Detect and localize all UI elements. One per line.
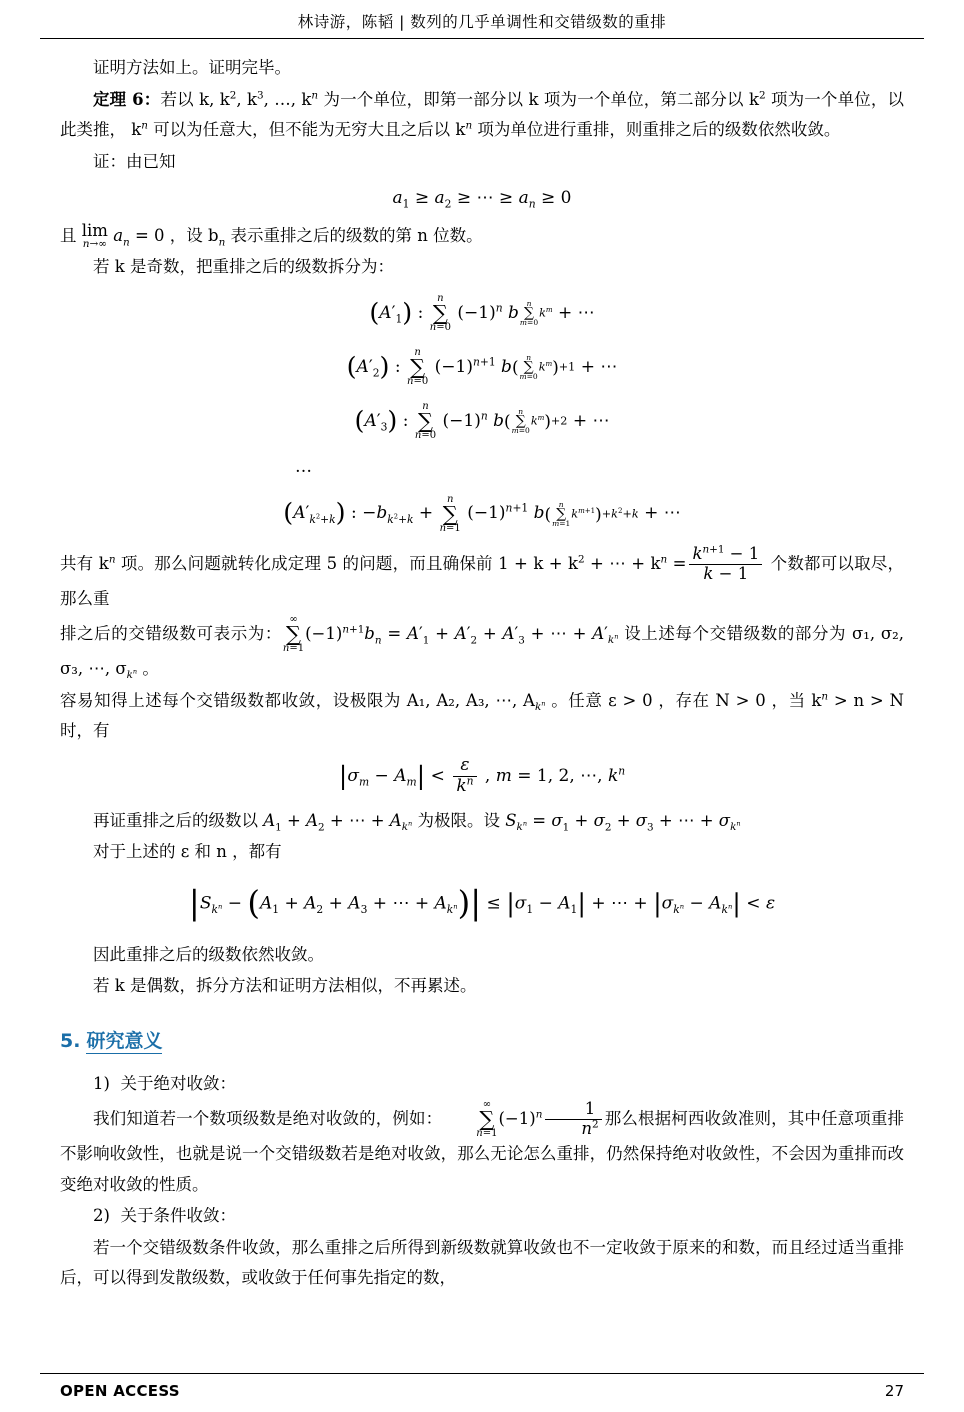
item2-label: 2) bbox=[93, 1206, 110, 1226]
paragraph-conclusion: 因此重排之后的级数依然收敛。 bbox=[93, 944, 324, 964]
equation-final-bound: $|S_{k^n} - (A_1 + A_2 + A_3$ + ⋯ + $A_{k^n})| \le |\sigma_1 - A_1|$ + ⋯ + $|\sigma_{k^n} - A_{k^n}| < \varepsilon$ bbox=[188, 883, 776, 922]
equation-ellipsis: … bbox=[295, 457, 312, 478]
sum-operator-abs: ∞ ∑ n=1 bbox=[476, 1099, 498, 1140]
theorem-text-1: 若以 k, k bbox=[160, 89, 230, 109]
exp-n-c: n bbox=[465, 119, 473, 132]
equation-A2: $(A'_2)$ : n ∑ n=0 $(-1)^{n+1}$ b( n ∑ m=0 $k^m)+1$ + ⋯ bbox=[346, 346, 618, 387]
paragraph-odd-k: 若 k 是奇数，把重排之后的级数拆分为： bbox=[93, 257, 394, 277]
paragraph-item2-title bbox=[60, 1201, 904, 1232]
exp-n-b: n bbox=[141, 119, 148, 132]
conv-text-3: > n > N 时，有 bbox=[60, 690, 904, 741]
equation-epsilon-bound: $|\sigma_m - A_m|$ < $\frac{\varepsilon}{k^n}$ , m = 1, 2, ⋯, $k^n$ bbox=[338, 755, 626, 796]
limit-operator: lim n→∞ bbox=[81, 220, 108, 251]
paragraph-eps-n: 对于上述的 ε 和 n ，都有 bbox=[93, 842, 282, 862]
exp-2b: 2 bbox=[759, 89, 766, 102]
theorem-text-2: , k bbox=[236, 89, 257, 109]
section-heading-5 bbox=[60, 1024, 904, 1059]
paragraph-theorem-6 bbox=[60, 85, 904, 146]
theorem-text-3: , …, k bbox=[263, 89, 312, 109]
open-access-label: OPEN ACCESS bbox=[60, 1382, 180, 1400]
item1-text-1: 我们知道若一个数项级数是绝对收敛的，例如： bbox=[93, 1109, 443, 1129]
section-title: 研究意义 bbox=[86, 1029, 163, 1052]
series-text-2: 设上述每个交错级数的部分为 σ₁, σ₂, σ₃, ⋯, σ bbox=[60, 624, 905, 679]
running-head: 林诗游，陈韬 | 数列的几乎单调性和交错级数的重排 bbox=[297, 13, 667, 31]
paragraph-even-k: 若 k 是偶数，拆分方法和证明方法相似，不再累述。 bbox=[93, 976, 477, 996]
paragraph-proof-start: 证：由已知 bbox=[93, 151, 176, 171]
total-text-3: + ⋯ + k bbox=[584, 553, 661, 573]
theorem-text-4: 为一个单位，即第一部分以 k 项为一个单位，第二部分以 k bbox=[318, 89, 760, 109]
exp-n-e: n bbox=[660, 553, 668, 566]
limitproof-text-1: 再证重排之后的级数以 bbox=[93, 810, 264, 830]
paragraph-item1-text: 我们知道若一个数项级数是绝对收敛的，例如： ∞ ∑ n=1 $(-1)^n$ $\frac{1}{n^2}$ 那么根据柯西收敛准则，其中任意项重排不影响收敛性，也就是说一个交错级数若是绝对收敛，那么无论怎么重排，仍然保持绝对收敛性，不会因为重排而改变绝对收敛的性质。 bbox=[60, 1099, 905, 1194]
paragraph-series-expression: 排之后的交错级数可表示为： ∞ ∑ n=1 $(-1)^{n+1}b_n = A'_1 + A'_2 + A'_3$ + ⋯ + $A'_{k^n}$ 设上述每个交错级数的部分为 σ₁, σ₂, σ₃, ⋯, $\sigma_{k^n}$ 。 bbox=[60, 614, 905, 682]
exp-n-f: n bbox=[821, 690, 829, 703]
paragraph-total-terms bbox=[60, 545, 904, 614]
total-text-2: 项。那么问题就转化成定理 5 的问题，而且确保前 1 + k + k bbox=[115, 553, 578, 573]
series-text-1: 排之后的交错级数可表示为： bbox=[60, 624, 282, 644]
page-footer bbox=[0, 1382, 964, 1400]
equation-Ak2k: $(A'_{k^2+k})$ : $-b_{k^2+k}$ + n ∑ n=1 $(-1)^{n+1}$ b( n ∑ m=1 $k^{m+1})+k^2+k$ + ⋯ bbox=[283, 493, 681, 534]
sum-operator-series: ∞ ∑ n=1 bbox=[282, 614, 305, 655]
limit-text-3: 表示重排之后的级数的第 n 位数。 bbox=[225, 225, 483, 245]
document-body bbox=[60, 53, 904, 1294]
item2-title: 关于条件收敛： bbox=[120, 1206, 236, 1226]
paragraph-limit-proof: 再证重排之后的级数以 $A_1 + A_2$ + ⋯ + $A_{k^n}$ 为极限。设 $S_{k^n} = \sigma_1 + \sigma_2 + \sigma_3$ + ⋯ + $\sigma_{k^n}$ bbox=[93, 810, 741, 834]
fraction-1-n2: $\frac{1}{n^2}$ bbox=[545, 1100, 601, 1139]
fraction-eps-kn: $\frac{\varepsilon}{k^n}$ bbox=[453, 756, 476, 796]
exp-2c: 2 bbox=[578, 553, 585, 566]
equation-block-splits bbox=[60, 290, 904, 538]
item1-label: 1) bbox=[93, 1073, 110, 1093]
total-text-5: 个数都可以取尽，那么重 bbox=[60, 553, 904, 608]
paragraph-limit: 且 lim n→∞ $a_n = 0$ ，设 $b_n$ 表示重排之后的级数的第 n 位数。 bbox=[60, 220, 483, 251]
section-number: 5. bbox=[60, 1029, 81, 1052]
total-text-1: 共有 k bbox=[60, 553, 109, 573]
fraction-kn1: $\frac{k^{n+1} - 1}{k - 1}$ bbox=[689, 545, 762, 584]
sub-kn-a: kn bbox=[534, 699, 546, 713]
theorem-text-5: 项为一个单位，以此类推， k bbox=[60, 89, 905, 140]
theorem-label: 定理 6： bbox=[93, 89, 161, 109]
item1-text-2: 那么根据柯西收敛准则，其中任意项重排不影响收敛性，也就是说一个交错级数若是绝对收敛，那么无论怎么重排，仍然保持绝对收敛性，不会因为重排而改变绝对收敛的性质。 bbox=[60, 1109, 905, 1194]
equation-monotone: $a_1 \ge a_2$ ≥ ⋯ ≥ $a_n \ge 0$ bbox=[392, 188, 572, 211]
page-number: 27 bbox=[884, 1382, 904, 1400]
paragraph-convergence bbox=[60, 686, 904, 747]
paragraph-item2-text: 若一个交错级数条件收敛，那么重排之后所得到新级数就算收敛也不一定收敛于原来的和数，而且经过适当重排后，可以得到发散级数，或收敛于任何事先指定的数， bbox=[60, 1237, 904, 1288]
limit-text-2: ，设 b bbox=[164, 225, 219, 245]
series-text-3: 。 bbox=[137, 659, 159, 679]
exp-3a: 3 bbox=[257, 89, 264, 102]
equation-A1: $(A'_1)$ : n ∑ n=0 $(-1)^n$ b n ∑ m=0 $k^m$ + ⋯ bbox=[369, 292, 595, 333]
conv-text-1: 容易知得上述每个交错级数都收敛，设极限为 A₁, A₂, A₃, ⋯, A bbox=[60, 690, 535, 710]
limit-text-1: 且 bbox=[60, 225, 82, 245]
theorem-text-7: 项为单位进行重排，则重排之后的级数依然收敛。 bbox=[472, 120, 841, 140]
exp-2a: 2 bbox=[229, 89, 237, 102]
exp-n-a: n bbox=[311, 89, 319, 102]
limitproof-text-2: 为极限。设 bbox=[412, 810, 506, 830]
paragraph-item1-title bbox=[60, 1069, 904, 1100]
header-rule bbox=[40, 38, 924, 39]
paragraph-proof-method: 证明方法如上。证明完毕。 bbox=[93, 58, 291, 77]
theorem-text-6: 可以为任意大，但不能为无穷大且之后以 k bbox=[147, 120, 466, 140]
exp-n-d: n bbox=[108, 553, 116, 566]
equation-A3: $(A'_3)$ : n ∑ n=0 $(-1)^n$ b( n ∑ m=0 $k^m)+2$ + ⋯ bbox=[354, 400, 610, 441]
item1-title: 关于绝对收敛： bbox=[120, 1073, 236, 1093]
total-text-4: = bbox=[667, 553, 687, 573]
footer-rule bbox=[40, 1373, 924, 1374]
conv-text-2: 。任意 ε > 0 ，存在 N > 0 ，当 k bbox=[545, 690, 822, 710]
